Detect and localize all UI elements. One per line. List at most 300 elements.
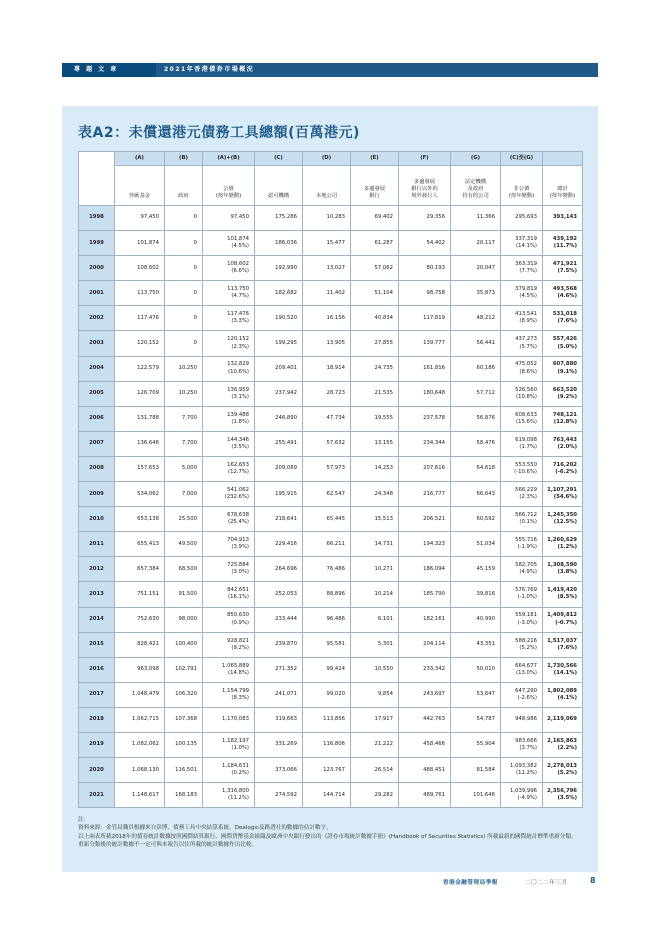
value-with-change-cell (501, 381, 543, 406)
value-cell: 241,071 (255, 682, 303, 707)
col-code: (G) (451, 152, 501, 166)
yoy-change: (3.5%) (231, 443, 249, 450)
year-cell: 2015 (79, 632, 115, 657)
value-with-change-cell (501, 682, 543, 707)
yoy-change: (3.9%) (231, 544, 249, 551)
value-with-change-cell (501, 783, 543, 808)
value: 101,874 (227, 236, 249, 242)
value-with-change-cell (203, 256, 255, 281)
year-cell: 2011 (79, 532, 115, 557)
value-with-change-cell (203, 582, 255, 607)
value: 493,568 (552, 286, 577, 293)
value-cell: 157,653 (115, 456, 165, 481)
value-with-change-cell (501, 557, 543, 582)
footer-date: 二〇二二年三月 (525, 880, 568, 886)
value-cell: 117,819 (399, 306, 451, 331)
value-with-change-cell (543, 331, 583, 356)
value-cell: 24,348 (351, 482, 399, 507)
value-with-change-cell (543, 532, 583, 557)
year-cell: 2014 (79, 607, 115, 632)
value-cell: 13,905 (303, 331, 351, 356)
value-cell: 252,053 (255, 582, 303, 607)
value-cell: 18,914 (303, 356, 351, 381)
yoy-change: (12.7%) (228, 468, 249, 475)
value-cell: 91,500 (165, 582, 203, 607)
value: 983,666 (515, 737, 537, 744)
value-cell: 9,854 (351, 682, 399, 707)
table-row (79, 507, 583, 532)
value-cell: 442,763 (399, 707, 451, 732)
table-body (79, 206, 583, 808)
yoy-change: (12.5%) (553, 519, 577, 526)
table-row (79, 632, 583, 657)
value: 663,520 (552, 386, 577, 393)
year-cell: 2019 (79, 732, 115, 757)
value-cell: 246,890 (255, 406, 303, 431)
yoy-change: (7.7%) (519, 268, 537, 275)
value-cell: 96,486 (303, 607, 351, 632)
col-code: (B) (165, 152, 203, 166)
column-label: 本地公司 (303, 166, 351, 206)
value-with-change-cell (501, 582, 543, 607)
yoy-change: (0.1%) (519, 519, 537, 526)
yoy-change: (25.4%) (228, 519, 249, 526)
value-cell: 243,697 (399, 682, 451, 707)
yoy-change: (9.2%) (231, 644, 249, 651)
value-cell: 39,816 (451, 582, 501, 607)
value-cell: 139,777 (399, 331, 451, 356)
value-cell: 229,416 (255, 532, 303, 557)
notes-reclassification: 以上兩表所載2018年的債券統計數據按照國際結算銀行、國際貨幣基金組織及歐洲中央銀行發出的《證券市場統計數據手冊》(Handbook of Securities Statistics) 所載最新的國際統計標準重新分類。重新分類後的統計數據不一定可與本報告以往所載的統計數據作出比較。 (78, 833, 577, 849)
value-cell: 81,584 (451, 758, 501, 783)
table-row (79, 406, 583, 431)
value: 337,319 (515, 236, 537, 242)
yoy-change: (2.3%) (519, 494, 537, 501)
column-label: 外匯基金 (115, 166, 165, 206)
value-with-change-cell (203, 532, 255, 557)
section-label: 專 題 文 章 (62, 63, 156, 77)
value-with-change-cell (543, 607, 583, 632)
yoy-change: (14.8%) (228, 669, 249, 676)
value: 132,829 (227, 361, 249, 368)
column-label: 非公債 (按年變動) (501, 166, 543, 206)
value: 117,476 (227, 311, 249, 318)
value: 363,319 (515, 261, 537, 268)
value-cell: 57,712 (451, 381, 501, 406)
value-cell: 66,211 (303, 532, 351, 557)
value-cell: 239,870 (255, 632, 303, 657)
table-row (79, 256, 583, 281)
yoy-change: (-1.0%) (517, 594, 537, 601)
value-cell: 218,641 (255, 507, 303, 532)
value-with-change-cell (501, 431, 543, 456)
section-subtitle: 2021年香港債券市場概況 (164, 66, 255, 73)
column-label: 總計 (按年變動) (543, 166, 583, 206)
year-cell: 2004 (79, 356, 115, 381)
table-row (79, 456, 583, 481)
value-cell: 113,750 (115, 281, 165, 306)
value: 1,245,350 (547, 512, 577, 519)
value-cell: 101,646 (451, 783, 501, 808)
value-with-change-cell (203, 331, 255, 356)
value-cell: 14,253 (351, 456, 399, 481)
value-cell: 10,550 (351, 657, 399, 682)
value-with-change-cell (203, 632, 255, 657)
value: 439,192 (552, 236, 577, 242)
value: 1,517,037 (547, 637, 577, 644)
value: 725,884 (227, 562, 249, 569)
value-with-change-cell (203, 657, 255, 682)
value-cell: 99,020 (303, 682, 351, 707)
value-cell: 489,761 (399, 783, 451, 808)
yoy-change: (-2.6%) (517, 694, 537, 701)
value-with-change-cell (543, 306, 583, 331)
value-with-change-cell (543, 281, 583, 306)
value: 716,202 (552, 461, 577, 468)
value-cell: 653,138 (115, 507, 165, 532)
col-code: (A)+(B) (203, 152, 255, 166)
value-with-change-cell (543, 482, 583, 507)
value-cell: 5,301 (351, 632, 399, 657)
year-cell: 2002 (79, 306, 115, 331)
value-cell: 98,000 (165, 607, 203, 632)
value-with-change-cell (543, 456, 583, 481)
value: 1,409,812 (547, 612, 577, 619)
yoy-change: (-10.6%) (514, 468, 537, 475)
value-cell: 21,535 (351, 381, 399, 406)
value-cell: 53,647 (451, 682, 501, 707)
value-cell: 35,873 (451, 281, 501, 306)
year-cell: 2017 (79, 682, 115, 707)
value-cell: 99,424 (303, 657, 351, 682)
value-cell: 14,731 (351, 532, 399, 557)
value-cell: 828,421 (115, 632, 165, 657)
value-cell: 65,445 (303, 507, 351, 532)
value-cell: 43,351 (451, 632, 501, 657)
value-cell: 161,816 (399, 356, 451, 381)
column-label: 認可機構 (255, 166, 303, 206)
value-cell: 331,269 (255, 732, 303, 757)
value-cell: 57,062 (351, 256, 399, 281)
yoy-change: (11.2%) (516, 770, 537, 777)
value: 144,346 (227, 436, 249, 443)
value-cell: 108,602 (115, 256, 165, 281)
notes-source: 資料來源：金管局職員根據來自彭博、債務工具中央結算系統、Dealogic及路透社的數據的估計數字。 (78, 825, 332, 832)
value-cell: 50,010 (451, 657, 501, 682)
value-cell: 126,709 (115, 381, 165, 406)
value-with-change-cell (501, 632, 543, 657)
value: 559,181 (515, 612, 537, 619)
value-with-change-cell (543, 632, 583, 657)
yoy-change: (5.0%) (557, 343, 577, 350)
value: 379,819 (515, 286, 537, 293)
table-row (79, 306, 583, 331)
value: 1,184,631 (222, 762, 249, 769)
value: 136,959 (227, 386, 249, 393)
value-cell: 123,767 (303, 758, 351, 783)
value-cell: 319,663 (255, 707, 303, 732)
value-with-change-cell (501, 231, 543, 256)
value-cell: 62,547 (303, 482, 351, 507)
yoy-change: (10.6%) (228, 368, 249, 375)
value: 1,308,590 (547, 562, 577, 569)
table-row (79, 532, 583, 557)
value-with-change-cell (501, 607, 543, 632)
column-label: 公債 (按年變動) (203, 166, 255, 206)
table-row (79, 657, 583, 682)
value-cell: 76,486 (303, 557, 351, 582)
yoy-change: (4.5%) (519, 293, 537, 300)
value-cell: 237,942 (255, 381, 303, 406)
value-cell: 1,148,617 (115, 783, 165, 808)
value-cell: 233,444 (255, 607, 303, 632)
value: 1,730,566 (547, 662, 577, 669)
value-cell: 1,082,062 (115, 732, 165, 757)
value-cell: 29,356 (399, 206, 451, 231)
value: 566,229 (515, 486, 537, 493)
yoy-change: (-1.9%) (517, 544, 537, 551)
value-cell: 16,156 (303, 306, 351, 331)
yoy-change: (15.6%) (516, 418, 537, 425)
value: 471,921 (552, 261, 577, 268)
value-cell: 206,521 (399, 507, 451, 532)
value-with-change-cell (203, 482, 255, 507)
year-cell: 2001 (79, 281, 115, 306)
value-with-change-cell (203, 557, 255, 582)
value: 2,356,796 (547, 788, 577, 795)
value: 120,152 (227, 336, 249, 343)
value-cell: 264,696 (255, 557, 303, 582)
value-cell: 10,250 (165, 381, 203, 406)
value: 2,278,013 (547, 762, 577, 769)
value-cell: 7,700 (165, 406, 203, 431)
year-cell: 2000 (79, 256, 115, 281)
table-row (79, 582, 583, 607)
value-cell: 28,723 (303, 381, 351, 406)
value-with-change-cell (203, 607, 255, 632)
value: 295,693 (515, 214, 537, 221)
value-cell: 117,476 (115, 306, 165, 331)
value-with-change-cell (203, 231, 255, 256)
value-cell: 233,342 (399, 657, 451, 682)
value-cell: 51,104 (351, 281, 399, 306)
value-cell: 488,451 (399, 758, 451, 783)
value: 557,426 (552, 336, 577, 343)
value-with-change-cell (501, 657, 543, 682)
value-with-change-cell (203, 406, 255, 431)
value-cell: 113,856 (303, 707, 351, 732)
value-cell: 182,161 (399, 607, 451, 632)
value-cell: 0 (165, 231, 203, 256)
value-with-change-cell (543, 682, 583, 707)
value-cell: 186,094 (399, 557, 451, 582)
value-cell: 0 (165, 281, 203, 306)
yoy-change: (4.9%) (519, 569, 537, 576)
yoy-change: (0.9%) (231, 619, 249, 626)
value-with-change-cell (501, 206, 543, 231)
value: 108,602 (227, 261, 249, 268)
value-with-change-cell (543, 732, 583, 757)
value-cell: 56,441 (451, 331, 501, 356)
yoy-change: (3.8%) (557, 569, 577, 576)
value-cell: 29,282 (351, 783, 399, 808)
value-cell: 204,114 (399, 632, 451, 657)
value-with-change-cell (501, 456, 543, 481)
yoy-change: (10.8%) (516, 393, 537, 400)
value: 576,769 (515, 587, 537, 594)
year-cell: 2012 (79, 557, 115, 582)
value-with-change-cell (501, 356, 543, 381)
value-cell: 45,159 (451, 557, 501, 582)
value-with-change-cell (203, 381, 255, 406)
year-cell: 1998 (79, 206, 115, 231)
table-row (79, 206, 583, 231)
value-cell: 186,036 (255, 231, 303, 256)
col-code: (C)至(G) (501, 152, 543, 166)
value: 948,986 (515, 716, 537, 723)
yoy-change: (2.2%) (557, 745, 577, 752)
value-with-change-cell (543, 206, 583, 231)
yoy-change: (4.5%) (231, 243, 249, 250)
value-cell: 97,450 (115, 206, 165, 231)
column-label: 多邊發展 銀行 (351, 166, 399, 206)
value-cell: 17,917 (351, 707, 399, 732)
footer-publication: 香港金融管理局季報 (443, 880, 498, 886)
table-row (79, 281, 583, 306)
table-row (79, 231, 583, 256)
value-cell: 68,500 (165, 557, 203, 582)
value: 1,107,291 (547, 486, 577, 493)
value-cell: 106,320 (165, 682, 203, 707)
value-cell: 122,579 (115, 356, 165, 381)
value-with-change-cell (501, 331, 543, 356)
value-with-change-cell (203, 707, 255, 732)
value: 139,488 (227, 411, 249, 418)
value-cell: 0 (165, 331, 203, 356)
value: 1,802,089 (547, 687, 577, 694)
value-with-change-cell (203, 281, 255, 306)
col-code: (C) (255, 152, 303, 166)
value: 704,913 (227, 537, 249, 544)
value-cell: 271,352 (255, 657, 303, 682)
table-row (79, 758, 583, 783)
value-cell: 10,250 (165, 356, 203, 381)
value: 162,653 (227, 461, 249, 468)
value-cell: 120,152 (115, 331, 165, 356)
value-cell: 26,514 (351, 758, 399, 783)
value-cell: 1,048,479 (115, 682, 165, 707)
value-with-change-cell (543, 557, 583, 582)
value-cell: 66,643 (451, 482, 501, 507)
yoy-change: (7.6%) (557, 318, 577, 325)
value-cell: 61,287 (351, 231, 399, 256)
value-with-change-cell (543, 381, 583, 406)
value-cell: 51,034 (451, 532, 501, 557)
year-cell: 2020 (79, 758, 115, 783)
value-with-change-cell (543, 356, 583, 381)
value-cell: 57,973 (303, 456, 351, 481)
value-cell: 15,477 (303, 231, 351, 256)
yoy-change: (4.1%) (557, 694, 577, 701)
value-with-change-cell (501, 507, 543, 532)
value-cell: 234,344 (399, 431, 451, 456)
yoy-change: (-3.0%) (517, 619, 537, 626)
value-cell: 752,630 (115, 607, 165, 632)
value: 664,677 (515, 662, 537, 669)
year-cell: 2013 (79, 582, 115, 607)
value-with-change-cell (203, 507, 255, 532)
value-with-change-cell (501, 732, 543, 757)
yoy-change: (1.7%) (519, 443, 537, 450)
value-cell: 60,592 (451, 507, 501, 532)
value-cell: 80,193 (399, 256, 451, 281)
value-cell: 10,214 (351, 582, 399, 607)
yoy-change: (5.2%) (557, 770, 577, 777)
value-cell: 655,413 (115, 532, 165, 557)
column-label: 法定機構 及政府 持有的公司 (451, 166, 501, 206)
value: 97,450 (230, 214, 249, 221)
value: 413,541 (515, 311, 537, 318)
value-with-change-cell (203, 456, 255, 481)
value-cell: 5,000 (165, 456, 203, 481)
value-with-change-cell (543, 582, 583, 607)
value: 748,121 (552, 411, 577, 418)
value: 1,154,799 (222, 687, 249, 694)
value-cell: 751,151 (115, 582, 165, 607)
yoy-change: (8.3%) (231, 694, 249, 701)
value-cell: 182,682 (255, 281, 303, 306)
table-notes (78, 816, 582, 850)
value-cell: 60,186 (451, 356, 501, 381)
value-cell: 13,027 (303, 256, 351, 281)
value: 1,065,889 (222, 662, 249, 669)
yoy-change: (3.3%) (231, 318, 249, 325)
value-cell: 180,648 (399, 381, 451, 406)
value-cell: 102,791 (165, 657, 203, 682)
value-cell: 13,155 (351, 431, 399, 456)
value-cell: 88,896 (303, 582, 351, 607)
value-cell: 199,295 (255, 331, 303, 356)
value-with-change-cell (543, 431, 583, 456)
col-code (543, 152, 583, 166)
value-with-change-cell (501, 406, 543, 431)
value-with-change-cell (203, 306, 255, 331)
table-row (79, 732, 583, 757)
yoy-change: (3.7%) (519, 745, 537, 752)
yoy-change: (-6.2%) (555, 468, 577, 475)
value-cell: 458,466 (399, 732, 451, 757)
value-cell: 56,876 (451, 406, 501, 431)
value-cell: 100,135 (165, 732, 203, 757)
value: 1,182,197 (222, 737, 249, 744)
year-cell: 2003 (79, 331, 115, 356)
yoy-change: (4.6%) (557, 293, 577, 300)
value-cell: 101,874 (115, 231, 165, 256)
table-row (79, 431, 583, 456)
yoy-change: (14.1%) (516, 243, 537, 250)
yoy-change: (1.8%) (231, 418, 249, 425)
value: 842,651 (227, 587, 249, 594)
yoy-change: (2.3%) (231, 343, 249, 350)
value-cell: 107,368 (165, 707, 203, 732)
value-with-change-cell (543, 783, 583, 808)
value-cell: 48,212 (451, 306, 501, 331)
value-cell: 195,915 (255, 482, 303, 507)
value-cell: 40,990 (451, 607, 501, 632)
value-cell: 190,520 (255, 306, 303, 331)
yoy-change: (7.5%) (557, 268, 577, 275)
value-cell: 116,806 (303, 732, 351, 757)
